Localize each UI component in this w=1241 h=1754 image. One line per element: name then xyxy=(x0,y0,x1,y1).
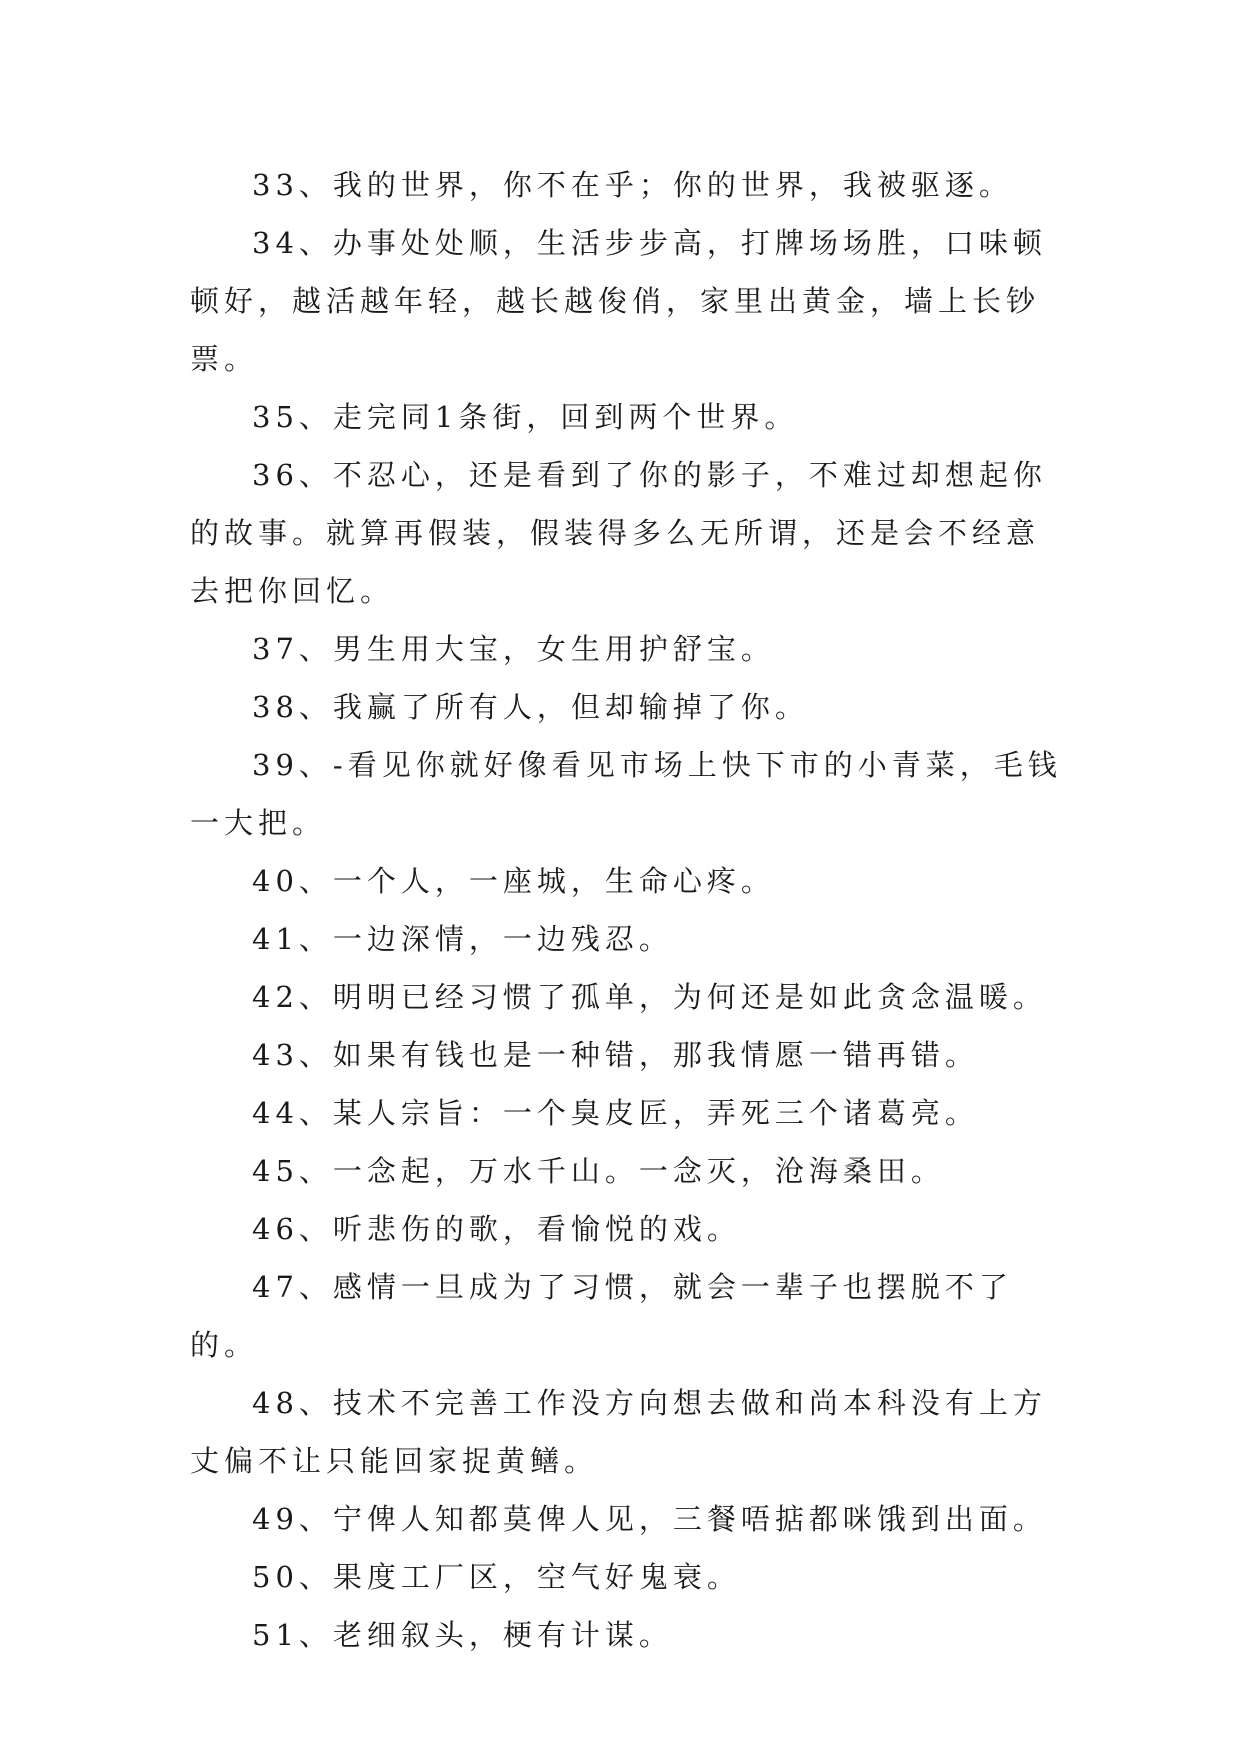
paragraph-45: 45、一念起，万水千山。一念灭，沧海桑田。 xyxy=(252,1154,945,1188)
paragraph-38: 38、我赢了所有人，但却输掉了你。 xyxy=(252,690,809,724)
paragraph-40: 40、一个人，一座城，生命心疼。 xyxy=(252,864,775,898)
paragraph-47: 47、感情一旦成为了习惯，就会一辈子也摆脱不了的。 xyxy=(190,1270,1013,1362)
paragraph-42: 42、明明已经习惯了孤单，为何还是如此贪念温暖。 xyxy=(252,980,1047,1014)
paragraph-51: 51、老细叙头，梗有计谋。 xyxy=(252,1618,673,1652)
paragraph-48: 48、技术不完善工作没方向想去做和尚本科没有上方丈偏不让只能回家捉黄鳝。 xyxy=(190,1386,1047,1478)
paragraph-35: 35、走完同1条街，回到两个世界。 xyxy=(252,400,799,434)
paragraph-41: 41、一边深情，一边残忍。 xyxy=(252,922,673,956)
paragraph-49: 49、宁俾人知都莫俾人见，三餐唔掂都咪饿到出面。 xyxy=(252,1502,1047,1536)
paragraph-33: 33、我的世界，你不在乎；你的世界，我被驱逐。 xyxy=(252,168,1013,202)
paragraph-46: 46、听悲伤的歌，看愉悦的戏。 xyxy=(252,1212,741,1246)
paragraph-39: 39、-看见你就好像看见市场上快下市的小青菜，毛钱一大把。 xyxy=(190,748,1062,840)
paragraph-34: 34、办事处处顺，生活步步高，打牌场场胜，口味顿顿好，越活越年轻，越长越俊俏，家里出黄金，墙上长钞票。 xyxy=(190,226,1047,376)
paragraph-44: 44、某人宗旨：一个臭皮匠，弄死三个诸葛亮。 xyxy=(252,1096,979,1130)
document-body xyxy=(190,156,1070,1664)
paragraph-50: 50、果度工厂区，空气好鬼衰。 xyxy=(252,1560,741,1594)
paragraph-36: 36、不忍心，还是看到了你的影子，不难过却想起你的故事。就算再假装，假装得多么无所谓，还是会不经意去把你回忆。 xyxy=(190,458,1047,608)
paragraph-37: 37、男生用大宝，女生用护舒宝。 xyxy=(252,632,775,666)
paragraph-43: 43、如果有钱也是一种错，那我情愿一错再错。 xyxy=(252,1038,979,1072)
